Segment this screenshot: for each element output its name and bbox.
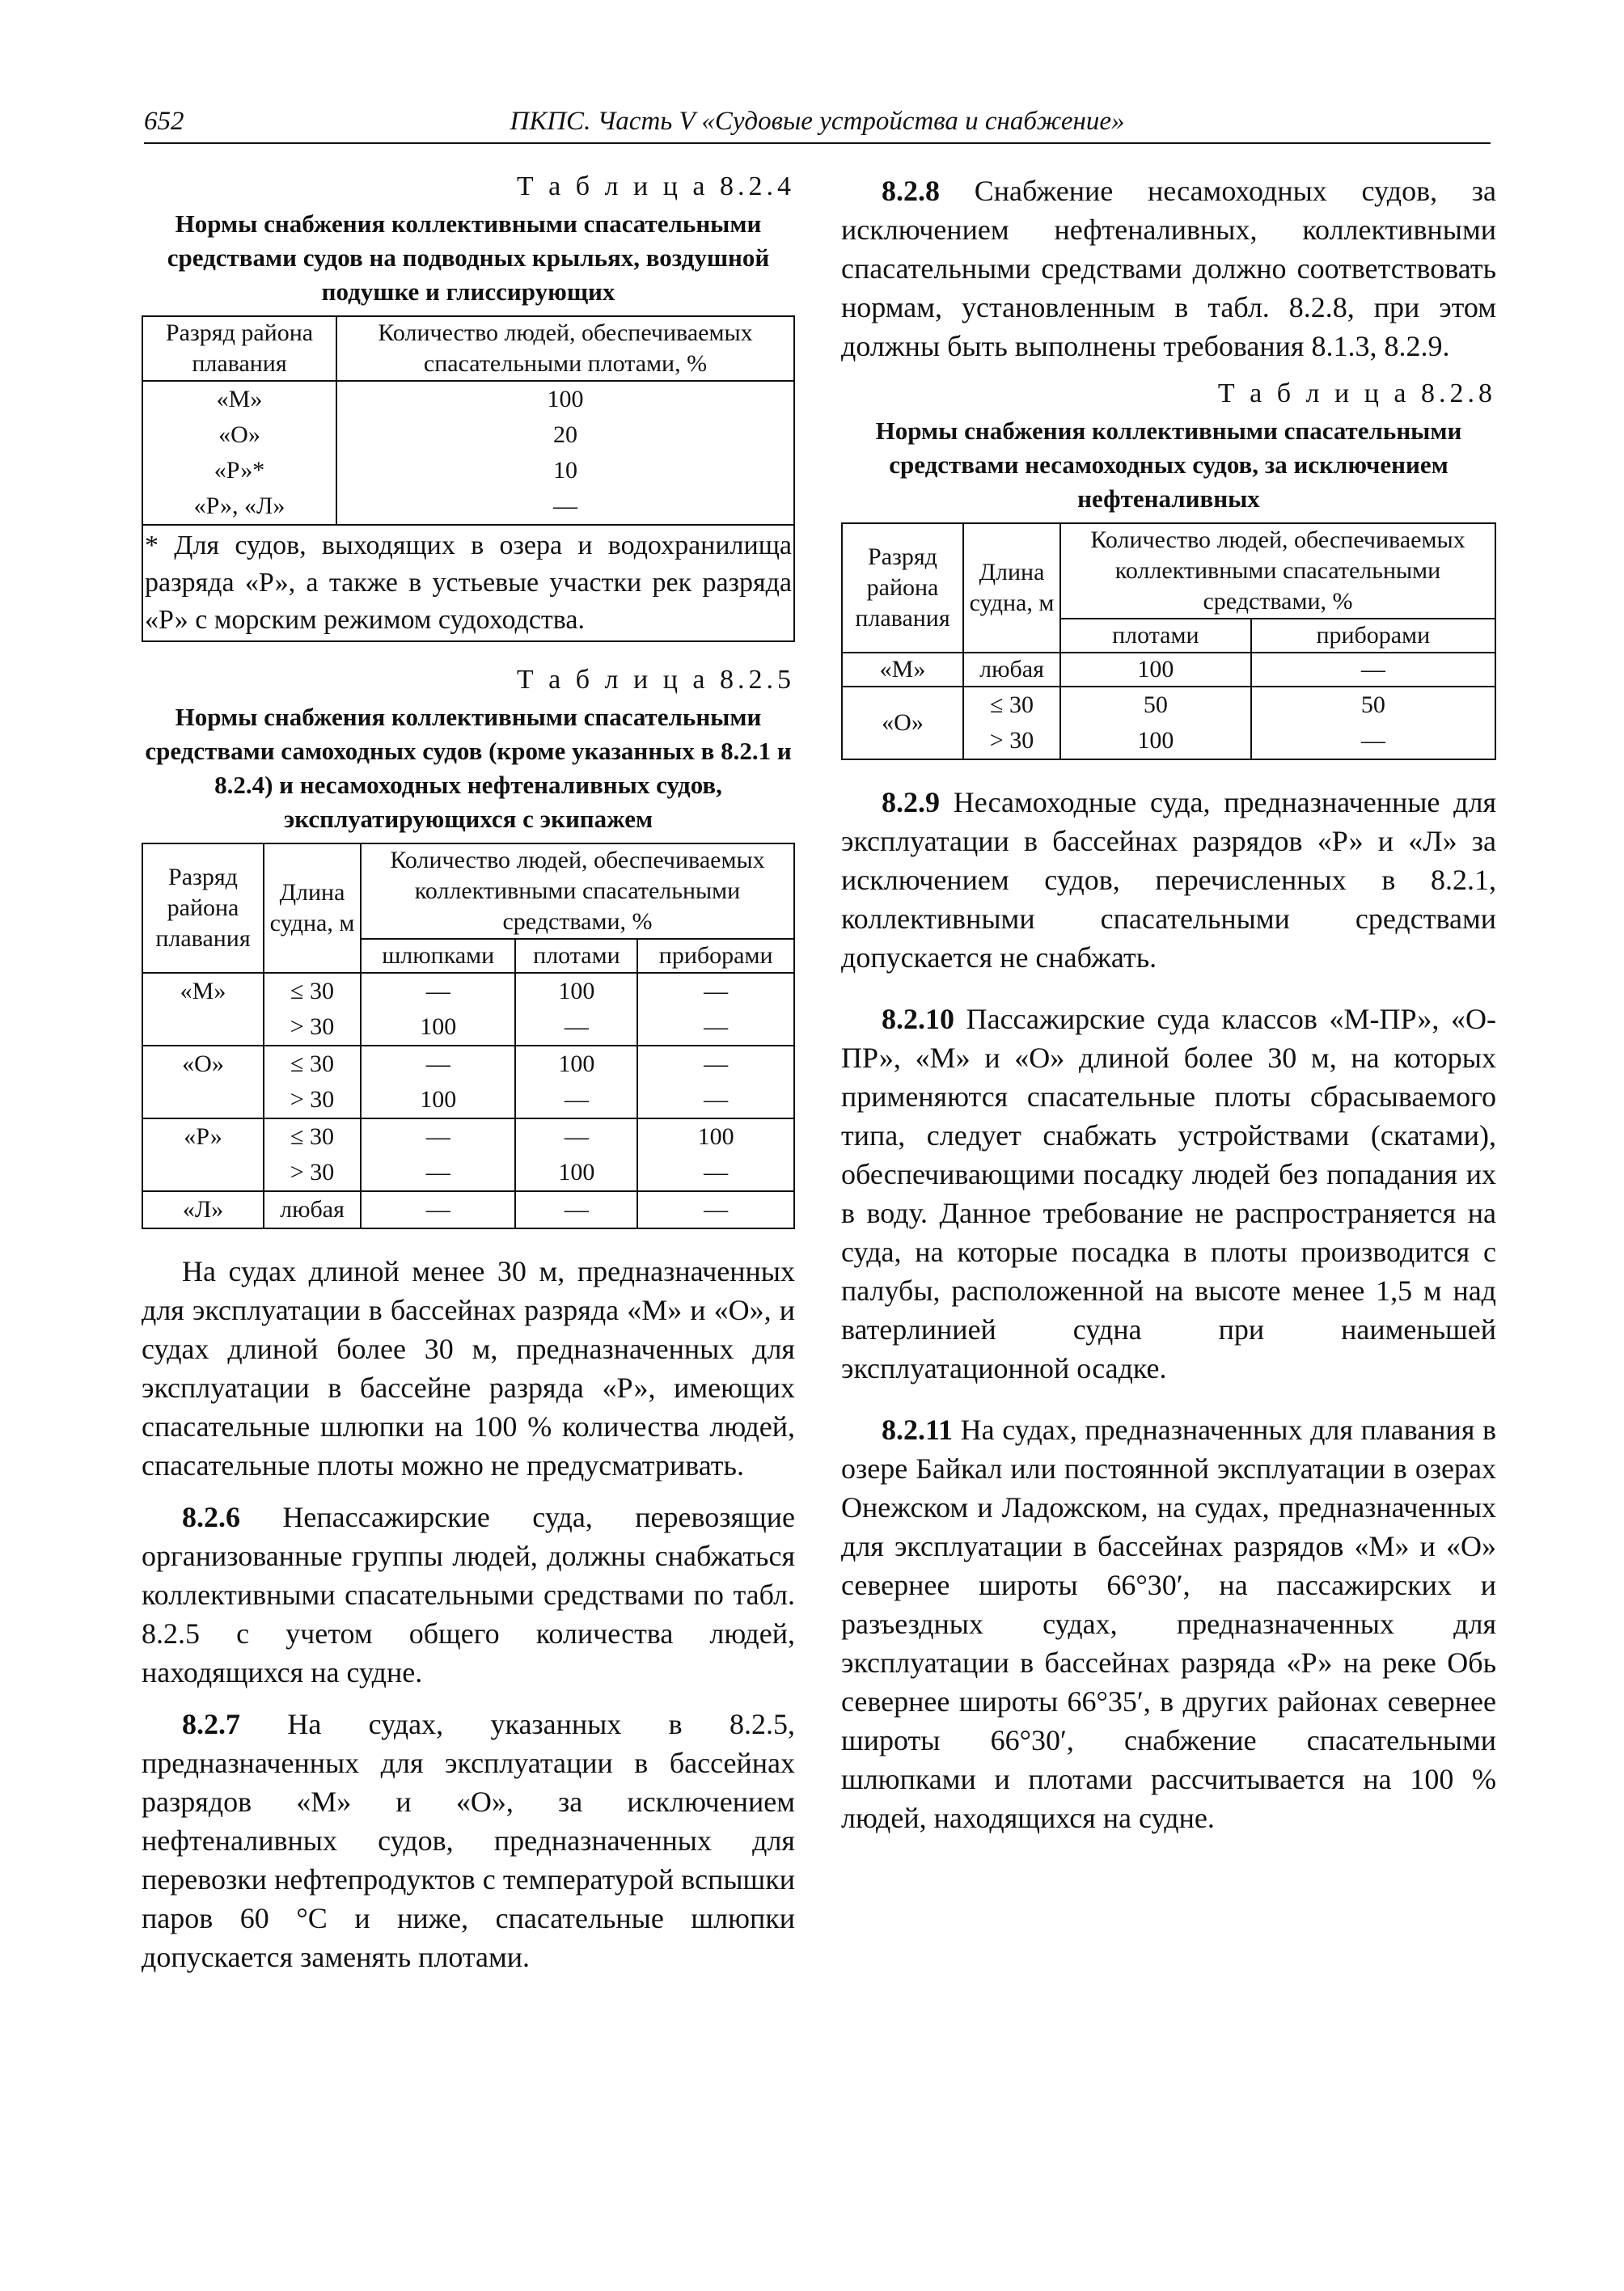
- paragraph-8-2-7: [142, 1705, 795, 1976]
- table-row: [142, 1118, 794, 1155]
- table-cell: ≤ 30: [264, 1046, 361, 1082]
- clause-text: Несамоходные суда, предназначенные для эксплуатации в бассейнах разрядов «Р» и «Л» за исключением судов, перечисленных в 8.2.1, коллективными спасательными средствами допускается не снабжать.: [841, 786, 1496, 974]
- table-825-header-region: Разряд района плавания: [142, 843, 264, 973]
- table-828-header-region: Разряд района плавания: [842, 523, 963, 653]
- table-824-footnote: * Для судов, выходящих в озера и водохранилища разряда «Р», а также в устьевые участки рек разряда «Р» с морским режимом судоходства.: [142, 525, 794, 641]
- table-cell: —: [361, 1046, 515, 1082]
- table-row: [142, 453, 794, 488]
- right-column: [841, 171, 1496, 1837]
- table-cell: 100: [361, 1009, 515, 1046]
- table-cell: 100: [515, 1046, 637, 1082]
- table-cell: [142, 1082, 264, 1118]
- table-cell: «О»: [842, 687, 963, 759]
- table-cell: —: [515, 1191, 637, 1228]
- table-cell: —: [637, 1009, 794, 1046]
- table-828-header-group: Количество людей, обеспечиваемых коллективными спасательными средствами, %: [1060, 523, 1495, 619]
- paragraph-8-2-6: [142, 1498, 795, 1692]
- table-row: [842, 653, 1495, 687]
- table-825-header-boats: шлюпками: [361, 939, 515, 973]
- table-cell: —: [336, 488, 794, 525]
- table-824-title: Нормы снабжения коллективными спасательными средствами судов на подводных крыльях, воздушной подушке и глиссирующих: [167, 209, 770, 306]
- table-cell: 10: [336, 453, 794, 488]
- table-cell: —: [361, 1191, 515, 1228]
- table-cell: «Л»: [142, 1191, 264, 1228]
- table-cell: 100: [361, 1082, 515, 1118]
- clause-number: 8.2.8: [882, 175, 940, 207]
- table-cell: ≤ 30: [264, 1118, 361, 1155]
- table-cell: —: [637, 1155, 794, 1191]
- table-825-caption: Т а б л и ц а 8.2.5: [516, 665, 795, 695]
- table-cell: —: [637, 1046, 794, 1082]
- clause-number: 8.2.11: [882, 1414, 954, 1446]
- table-cell: 100: [1060, 653, 1251, 687]
- clause-text: На судах, указанных в 8.2.5, предназначенных для эксплуатации в бассейнах разрядов «М» и «О», за исключением нефтеналивных судов, предназначенных для перевозки нефтепродуктов с температурой вспышки паров 60 °С и ниже, спасательные шлюпки допускается заменять плотами.: [142, 1708, 795, 1973]
- table-cell: —: [637, 973, 794, 1009]
- table-cell: [142, 1155, 264, 1191]
- table-cell: 50: [1060, 687, 1251, 723]
- table-cell: ≤ 30: [963, 687, 1060, 723]
- table-row: [142, 1009, 794, 1046]
- table-row: [142, 1155, 794, 1191]
- table-row: [142, 417, 794, 453]
- table-828: [841, 522, 1496, 760]
- table-cell: 100: [1060, 723, 1251, 759]
- table-824-footnote-row: [142, 525, 794, 641]
- table-824: [142, 315, 795, 642]
- table-cell: —: [361, 1118, 515, 1155]
- table-cell: —: [637, 1082, 794, 1118]
- page-number: 652: [144, 107, 184, 136]
- table-828-header-devices: приборами: [1251, 619, 1495, 653]
- running-title: ПКПС. Часть V «Судовые устройства и снабжение»: [510, 107, 1125, 136]
- table-cell: «Р»*: [142, 453, 336, 488]
- table-cell: 100: [637, 1118, 794, 1155]
- table-row: [142, 488, 794, 525]
- table-row: [842, 687, 1495, 723]
- table-cell: ≤ 30: [264, 973, 361, 1009]
- table-cell: —: [515, 1118, 637, 1155]
- table-cell: 20: [336, 417, 794, 453]
- paragraph-8-2-8: [841, 171, 1496, 366]
- table-cell: «М»: [842, 653, 963, 687]
- table-row: [142, 1191, 794, 1228]
- clause-text: Снабжение несамоходных судов, за исключением нефтеналивных, коллективными спасательными средствами должно соответствовать нормам, установленным в табл. 8.2.8, при этом должны быть выполнены требования 8.1.3, 8.2.9.: [841, 175, 1496, 362]
- table-cell: «М»: [142, 381, 336, 417]
- clause-text: Непассажирские суда, перевозящие организованные группы людей, должны снабжаться коллективными спасательными средствами по табл. 8.2.5 с учетом общего количества людей, находящихся на судне.: [142, 1501, 795, 1689]
- clause-text: Пассажирские суда классов «М-ПР», «О-ПР», «М» и «О» длиной более 30 м, на которых применяются спасательные плоты сбрасываемого типа, следует снабжать устройствами (скатами), обеспечивающими посадку людей без попадания их в воду. Данное требование не распространяется на суда, на которые посадка в плоты производится с палубы, расположенной на высоте менее 1,5 м над ватерлинией судна при наименьшей эксплуатационной осадке.: [841, 1003, 1496, 1384]
- table-828-header-length: Длина судна, м: [963, 523, 1060, 653]
- table-cell: 100: [336, 381, 794, 417]
- table-828-header-row: [842, 523, 1495, 619]
- table-cell: «М»: [142, 973, 264, 1009]
- table-cell: > 30: [264, 1082, 361, 1118]
- table-cell: —: [1251, 653, 1495, 687]
- left-column: [142, 171, 795, 1976]
- table-825-header-length: Длина судна, м: [264, 843, 361, 973]
- table-cell: —: [1251, 723, 1495, 759]
- table-824-caption: Т а б л и ц а 8.2.4: [516, 171, 795, 201]
- clause-number: 8.2.6: [182, 1501, 240, 1533]
- table-828-caption: Т а б л и ц а 8.2.8: [1217, 378, 1496, 408]
- table-row: [142, 381, 794, 417]
- table-cell: «О»: [142, 1046, 264, 1082]
- table-cell: «Р»: [142, 1118, 264, 1155]
- table-825-title: Нормы снабжения коллективными спасательными средствами самоходных судов (кроме указанных в 8.2.1 и 8.2.4) и несамоходных нефтеналивных судов, эксплуатирующихся с экипажем: [145, 703, 792, 833]
- table-825-header-row: [142, 843, 794, 939]
- table-row: [142, 1082, 794, 1118]
- table-cell: —: [637, 1191, 794, 1228]
- clause-number: 8.2.10: [882, 1003, 954, 1035]
- table-825-header-group: Количество людей, обеспечиваемых коллективными спасательными средствами, %: [361, 843, 794, 939]
- table-824-header-region: Разряд района плавания: [142, 316, 336, 381]
- table-cell: «Р», «Л»: [142, 488, 336, 525]
- table-cell: 50: [1251, 687, 1495, 723]
- table-cell: > 30: [963, 723, 1060, 759]
- table-828-title: Нормы снабжения коллективными спасательными средствами несамоходных судов, за исключением нефтеналивных: [875, 416, 1462, 513]
- table-row: [142, 1046, 794, 1082]
- clause-number: 8.2.7: [182, 1708, 240, 1740]
- clause-text: На судах, предназначенных для плавания в озере Байкал или постоянной эксплуатации в озерах Онежском и Ладожском, на судах, предназначенных для эксплуатации в бассейнах разрядов «М» и «О» севернее широты 66°30′, на пассажирских и разъездных судах, предназначенных для эксплуатации в бассейнах разряда «Р» на реке Обь севернее широты 66°35′, в других районах севернее широты 66°30′, снабжение спасательными шлюпками и плотами рассчитывается на 100 % людей, находящихся на судне.: [841, 1414, 1496, 1834]
- table-828-header-rafts: плотами: [1060, 619, 1251, 653]
- table-cell: —: [515, 1082, 637, 1118]
- table-824-header-row: [142, 316, 794, 381]
- paragraph-8-2-10: [841, 1000, 1496, 1388]
- table-cell: [142, 1009, 264, 1046]
- table-cell: 100: [515, 973, 637, 1009]
- table-cell: > 30: [264, 1009, 361, 1046]
- table-cell: —: [361, 1155, 515, 1191]
- table-cell: —: [361, 973, 515, 1009]
- table-825: [142, 843, 795, 1229]
- paragraph-8-2-9: [841, 783, 1496, 977]
- table-cell: любая: [264, 1191, 361, 1228]
- table-cell: > 30: [264, 1155, 361, 1191]
- table-cell: «О»: [142, 417, 336, 453]
- table-825-header-devices: приборами: [637, 939, 794, 973]
- page-header: [144, 104, 1491, 144]
- clause-number: 8.2.9: [882, 786, 940, 818]
- table-row: [142, 973, 794, 1009]
- table-cell: 100: [515, 1155, 637, 1191]
- paragraph-small-vessels: На судах длиной менее 30 м, предназначенных для эксплуатации в бассейнах разряда «М» и «О», и судах длиной более 30 м, предназначенных для эксплуатации в бассейне разряда «Р», имеющих спасательные шлюпки на 100 % количества людей, спасательные плоты можно не предусматривать.: [142, 1255, 795, 1482]
- table-825-header-rafts: плотами: [515, 939, 637, 973]
- table-cell: —: [515, 1009, 637, 1046]
- paragraph-8-2-11: [841, 1410, 1496, 1837]
- table-cell: любая: [963, 653, 1060, 687]
- table-824-header-people: Количество людей, обеспечиваемых спасательными плотами, %: [336, 316, 794, 381]
